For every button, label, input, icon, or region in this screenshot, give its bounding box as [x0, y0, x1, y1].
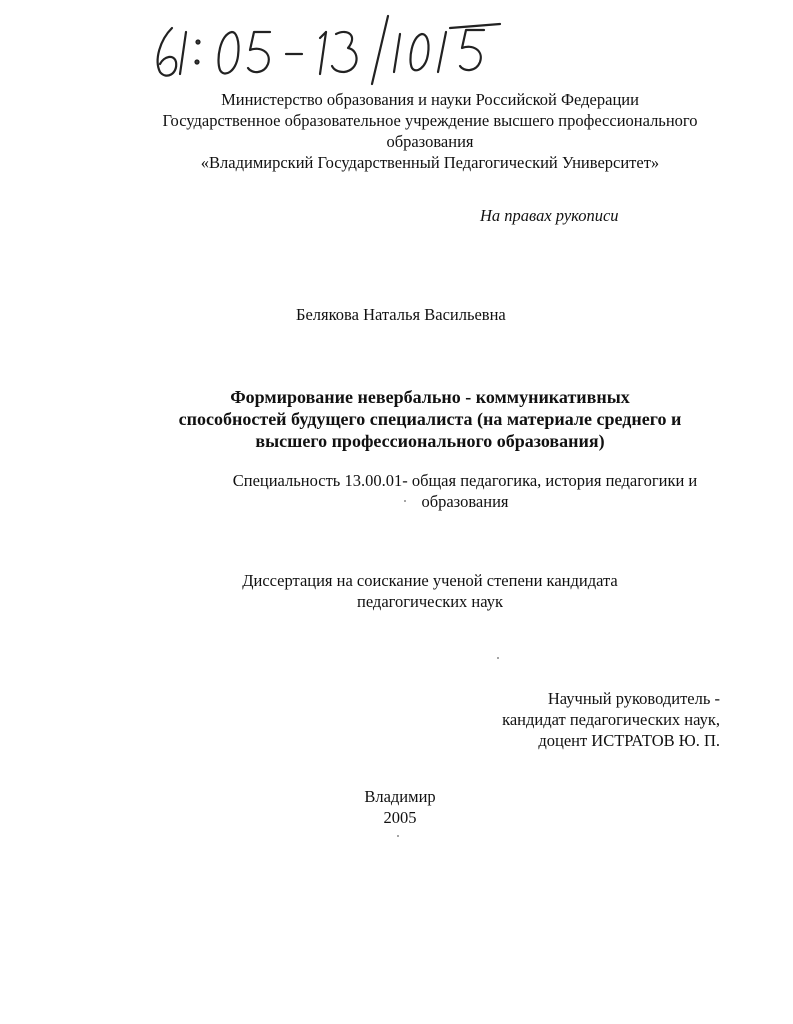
scan-speck: [404, 500, 406, 502]
supervisor-line3: доцент ИСТРАТОВ Ю. П.: [538, 731, 720, 750]
ministry-name: Министерство образования и науки Российской Федерации: [221, 90, 639, 109]
supervisor-line1: Научный руководитель -: [547, 689, 720, 708]
specialty-line1: Специальность 13.00.01- общая педагогика, история педагогики и: [232, 471, 698, 490]
title-line2: способностей будущего специалиста (на материале среднего и: [178, 409, 682, 429]
specialty: [210, 470, 720, 512]
institution-header: [110, 89, 750, 173]
handwritten-registration-number: [150, 10, 510, 90]
author-name: Белякова Наталья Васильевна: [296, 305, 506, 324]
institution-name-line1: Государственное образовательное учреждение высшего профессионального: [162, 111, 698, 130]
degree-line2: педагогических наук: [356, 592, 504, 611]
year: 2005: [383, 808, 417, 827]
handwritten-number-drawing: [150, 10, 510, 90]
supervisor-line2: кандидат педагогических наук,: [502, 710, 720, 729]
scan-speck: [497, 657, 499, 659]
title-line1: Формирование невербально - коммуникативных: [230, 387, 630, 407]
scan-speck: [397, 835, 399, 837]
city-and-year: [300, 786, 500, 828]
manuscript-rights-note: На правах рукописи: [480, 206, 619, 225]
specialty-line2: образования: [421, 492, 509, 511]
city: Владимир: [364, 787, 436, 806]
scientific-supervisor: [470, 688, 720, 751]
dissertation-title: [130, 386, 730, 452]
title-line3: высшего профессионального образования): [255, 431, 605, 451]
university-name: «Владимирский Государственный Педагогический Университет»: [200, 153, 660, 172]
degree-statement: [220, 570, 640, 612]
institution-name-line2: образования: [386, 132, 474, 151]
degree-line1: Диссертация на соискание ученой степени кандидата: [242, 571, 618, 590]
